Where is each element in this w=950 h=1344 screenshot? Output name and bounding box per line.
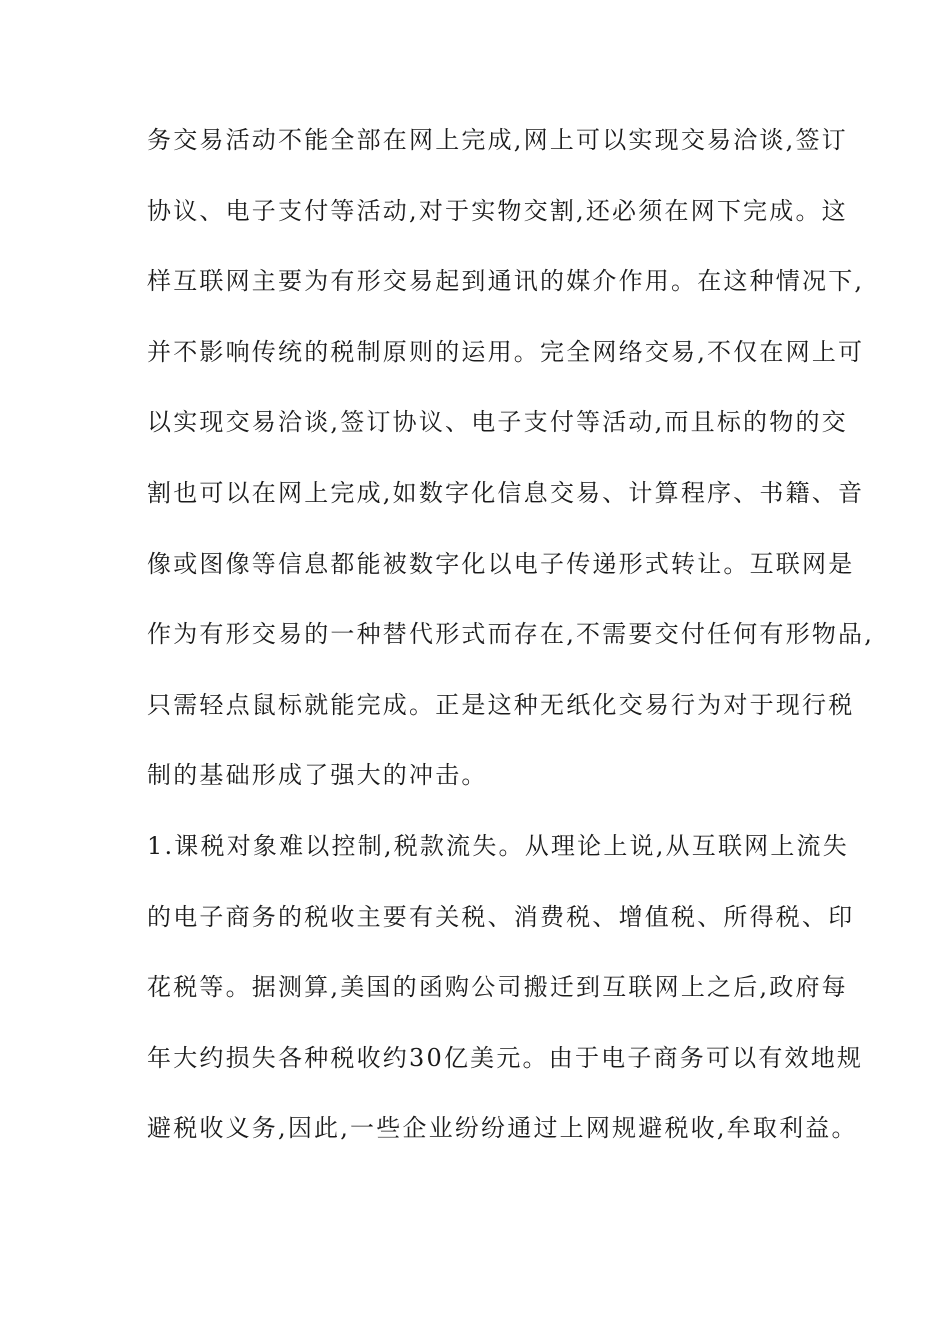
text-line: 样互联网主要为有形交易起到通讯的媒介作用。在这种情况下, xyxy=(147,267,865,296)
text-line: 作为有形交易的一种替代形式而存在,不需要交付任何有形物品, xyxy=(147,620,875,649)
body-text xyxy=(147,126,875,1187)
text-line: 避税收义务,因此,一些企业纷纷通过上网规避税收,牟取利益。 xyxy=(147,1114,858,1143)
text-line: 像或图像等信息都能被数字化以电子传递形式转让。互联网是 xyxy=(147,549,855,578)
text-line: 年大约损失各种税收约30亿美元。由于电子商务可以有效地规 xyxy=(147,1043,864,1072)
text-line: 花税等。据测算,美国的函购公司搬迁到互联网上之后,政府每 xyxy=(147,973,848,1002)
text-line: 务交易活动不能全部在网上完成,网上可以实现交易洽谈,签订 xyxy=(147,126,848,154)
text-line: 割也可以在网上完成,如数字化信息交易、计算程序、书籍、音 xyxy=(147,478,865,507)
text-line: 并不影响传统的税制原则的运用。完全网络交易,不仅在网上可 xyxy=(147,337,865,366)
text-line: 协议、电子支付等活动,对于实物交割,还必须在网下完成。这 xyxy=(147,196,848,225)
text-line: 的电子商务的税收主要有关税、消费税、增值税、所得税、印 xyxy=(147,902,855,931)
text-line: 以实现交易洽谈,签订协议、电子支付等活动,而且标的物的交 xyxy=(147,408,848,437)
text-line: 只需轻点鼠标就能完成。正是这种无纸化交易行为对于现行税 xyxy=(147,690,855,719)
text-line: 制的基础形成了强大的冲击。 xyxy=(147,761,488,790)
text-line: 1.课税对象难以控制,税款流失。从理论上说,从互联网上流失 xyxy=(147,831,849,860)
